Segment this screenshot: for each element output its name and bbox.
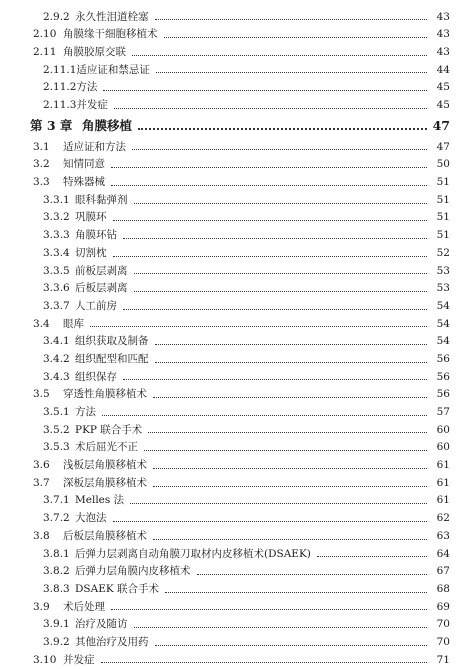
dot-leader bbox=[132, 45, 427, 56]
toc-entry-number: 3.3.6 bbox=[43, 282, 70, 295]
toc-entry-row[interactable] bbox=[0, 616, 472, 634]
toc-entry-row[interactable] bbox=[0, 633, 472, 651]
toc-entry-page-number: 63 bbox=[436, 529, 450, 542]
toc-entry-row[interactable] bbox=[0, 43, 472, 61]
toc-entry-row[interactable] bbox=[0, 421, 472, 439]
dot-leader bbox=[155, 334, 428, 345]
dot-leader bbox=[103, 80, 427, 91]
toc-entry-number: 3.7.2 bbox=[43, 512, 70, 525]
dot-leader bbox=[155, 9, 428, 20]
toc-entry-number: 2.11.3 bbox=[43, 99, 77, 112]
toc-entry-number: 3.8 bbox=[33, 529, 50, 542]
toc-entry-title: 角膜缘干细胞移植术 bbox=[63, 28, 158, 41]
toc-entry-number: 2.11 bbox=[33, 45, 57, 58]
toc-entry-row[interactable] bbox=[0, 580, 472, 598]
toc-entry-page-number: 47 bbox=[436, 140, 450, 153]
toc-entry-title: 组织获取及制备 bbox=[75, 335, 149, 348]
toc-entry-title: 适应证和方法 bbox=[63, 140, 126, 153]
dot-leader bbox=[155, 635, 428, 646]
toc-entry-number: 3.9.2 bbox=[43, 635, 70, 648]
toc-entry-number: 3.3.4 bbox=[43, 246, 70, 259]
toc-entry-row[interactable] bbox=[0, 563, 472, 581]
toc-entry-number: 3.7 bbox=[33, 476, 50, 489]
toc-entry-number: 3.2 bbox=[33, 158, 50, 171]
toc-entry-number: 2.10 bbox=[33, 28, 57, 41]
toc-entry-page-number: 43 bbox=[436, 45, 450, 58]
toc-entry-title: Melles 法 bbox=[75, 494, 125, 507]
toc-entry-title: 组织配型和匹配 bbox=[75, 352, 149, 365]
toc-entry-number: 2.11.1 bbox=[43, 63, 77, 76]
toc-entry-row[interactable] bbox=[0, 79, 472, 97]
toc-entry-title: 永久性泪道栓塞 bbox=[75, 10, 149, 23]
toc-entry-number: 3.8.2 bbox=[43, 565, 70, 578]
toc-entry-title: 后板层剥离 bbox=[75, 282, 128, 295]
toc-entry-title: 适应证和禁忌证 bbox=[76, 63, 150, 76]
toc-entry-title: 角膜移植 bbox=[82, 117, 133, 133]
toc-entry-number: 3.7.1 bbox=[43, 494, 70, 507]
toc-entry-title: 浅板层角膜移植术 bbox=[63, 459, 147, 472]
toc-entry-row[interactable] bbox=[0, 598, 472, 616]
toc-entry-row[interactable] bbox=[0, 333, 472, 351]
toc-entry-title: 术后处理 bbox=[63, 600, 105, 613]
toc-entry-row[interactable] bbox=[0, 474, 472, 492]
toc-entry-row[interactable] bbox=[0, 138, 472, 156]
toc-entry-page-number: 53 bbox=[436, 282, 450, 295]
toc-chapter-row[interactable] bbox=[0, 114, 472, 138]
dot-leader bbox=[132, 139, 427, 150]
toc-entry-row[interactable] bbox=[0, 191, 472, 209]
toc-entry-title: 穿透性角膜移植术 bbox=[63, 388, 147, 401]
toc-entry-row[interactable] bbox=[0, 209, 472, 227]
toc-entry-page-number: 68 bbox=[436, 582, 450, 595]
toc-entry-page-number: 62 bbox=[436, 512, 450, 525]
toc-entry-title: 其他治疗及用药 bbox=[75, 635, 149, 648]
toc-entry-page-number: 61 bbox=[436, 476, 450, 489]
toc-entry-row[interactable] bbox=[0, 545, 472, 563]
toc-entry-row[interactable] bbox=[0, 262, 472, 280]
toc-list bbox=[0, 8, 472, 669]
toc-entry-title: 前板层剥离 bbox=[75, 264, 128, 277]
toc-entry-title: 治疗及随访 bbox=[75, 618, 128, 631]
toc-entry-number: 3.3.1 bbox=[43, 193, 70, 206]
toc-entry-number: 3.6 bbox=[33, 459, 50, 472]
toc-entry-number: 3.5 bbox=[33, 388, 50, 401]
toc-entry-row[interactable] bbox=[0, 280, 472, 298]
toc-entry-number: 3.3 bbox=[33, 176, 50, 189]
toc-entry-title: 眼科黏弹剂 bbox=[75, 193, 128, 206]
toc-entry-title: 后弹力层剥离自动角膜刀取材内皮移植术(DSAEK) bbox=[75, 547, 311, 560]
dot-leader bbox=[101, 652, 428, 663]
toc-entry-number: 3.4.3 bbox=[43, 370, 70, 383]
dot-leader bbox=[123, 228, 427, 239]
toc-entry-row[interactable] bbox=[0, 96, 472, 114]
toc-entry-title: 深板层角膜移植术 bbox=[63, 476, 147, 489]
toc-entry-number: 3.5.3 bbox=[43, 441, 70, 454]
toc-entry-page-number: 61 bbox=[436, 459, 450, 472]
toc-entry-title: 并发症 bbox=[63, 653, 95, 666]
toc-entry-page-number: 52 bbox=[436, 246, 450, 259]
dot-leader bbox=[138, 118, 427, 130]
toc-entry-title: 特殊器械 bbox=[63, 176, 105, 189]
toc-entry-row[interactable] bbox=[0, 244, 472, 262]
toc-entry-number: 3.8.1 bbox=[43, 547, 70, 560]
toc-entry-row[interactable] bbox=[0, 8, 472, 26]
dot-leader bbox=[148, 422, 427, 433]
dot-leader bbox=[111, 599, 427, 610]
toc-entry-page-number: 51 bbox=[436, 176, 450, 189]
toc-entry-row[interactable] bbox=[0, 315, 472, 333]
toc-entry-row[interactable] bbox=[0, 439, 472, 457]
toc-entry-number: 3.10 bbox=[33, 653, 57, 666]
toc-entry-number: 3.4.2 bbox=[43, 352, 70, 365]
toc-entry-title: DSAEK 联合手术 bbox=[75, 582, 160, 595]
toc-entry-page-number: 60 bbox=[436, 423, 450, 436]
dot-leader bbox=[134, 263, 428, 274]
toc-entry-title: 角膜胶原交联 bbox=[63, 45, 126, 58]
table-of-contents bbox=[0, 8, 472, 669]
toc-entry-number: 3.9.1 bbox=[43, 618, 70, 631]
dot-leader bbox=[130, 493, 427, 504]
dot-leader bbox=[134, 617, 428, 628]
dot-leader bbox=[153, 476, 427, 487]
toc-entry-title: 方法 bbox=[75, 406, 96, 419]
toc-entry-page-number: 54 bbox=[436, 335, 450, 348]
toc-entry-title: 后板层角膜移植术 bbox=[63, 529, 147, 542]
dot-leader bbox=[155, 352, 428, 363]
toc-entry-page-number: 61 bbox=[436, 494, 450, 507]
toc-entry-row[interactable] bbox=[0, 350, 472, 368]
toc-entry-row[interactable] bbox=[0, 492, 472, 510]
toc-entry-page-number: 56 bbox=[436, 388, 450, 401]
toc-entry-title: 知情同意 bbox=[63, 158, 105, 171]
dot-leader bbox=[90, 316, 427, 327]
toc-entry-title: 组织保存 bbox=[75, 370, 117, 383]
toc-entry-title: 角膜环钻 bbox=[75, 229, 117, 242]
toc-entry-number: 3.4.1 bbox=[43, 335, 70, 348]
toc-entry-number: 3.3.5 bbox=[43, 264, 70, 277]
toc-entry-page-number: 70 bbox=[436, 635, 450, 648]
toc-entry-page-number: 45 bbox=[436, 81, 450, 94]
toc-entry-row[interactable] bbox=[0, 386, 472, 404]
toc-entry-row[interactable] bbox=[0, 61, 472, 79]
toc-entry-page-number: 45 bbox=[436, 99, 450, 112]
toc-entry-title: 巩膜环 bbox=[75, 211, 107, 224]
toc-entry-page-number: 51 bbox=[436, 211, 450, 224]
dot-leader bbox=[134, 281, 428, 292]
dot-leader bbox=[114, 98, 427, 109]
toc-entry-title: 人工前房 bbox=[75, 299, 117, 312]
toc-entry-title: 大泡法 bbox=[75, 512, 107, 525]
toc-entry-page-number: 70 bbox=[436, 618, 450, 631]
dot-leader bbox=[317, 546, 427, 557]
toc-entry-number: 3.3.3 bbox=[43, 229, 70, 242]
toc-entry-row[interactable] bbox=[0, 174, 472, 192]
toc-entry-page-number: 69 bbox=[436, 600, 450, 613]
dot-leader bbox=[164, 27, 428, 38]
dot-leader bbox=[153, 529, 427, 540]
toc-entry-number: 3.1 bbox=[33, 140, 50, 153]
toc-entry-page-number: 67 bbox=[436, 565, 450, 578]
toc-entry-page-number: 57 bbox=[436, 406, 450, 419]
toc-entry-row[interactable] bbox=[0, 156, 472, 174]
toc-entry-row[interactable] bbox=[0, 527, 472, 545]
toc-entry-page-number: 56 bbox=[436, 370, 450, 383]
toc-entry-page-number: 71 bbox=[436, 653, 450, 666]
toc-entry-number: 3.3.2 bbox=[43, 211, 70, 224]
toc-entry-number: 第 3 章 bbox=[30, 117, 73, 133]
toc-entry-title: 眼库 bbox=[63, 317, 84, 330]
toc-entry-page-number: 43 bbox=[436, 10, 450, 23]
toc-entry-page-number: 54 bbox=[436, 299, 450, 312]
toc-entry-row[interactable] bbox=[0, 403, 472, 421]
toc-entry-title: 并发症 bbox=[76, 99, 108, 112]
dot-leader bbox=[123, 369, 427, 380]
toc-entry-page-number: 50 bbox=[436, 158, 450, 171]
toc-entry-page-number: 60 bbox=[436, 441, 450, 454]
toc-entry-row[interactable] bbox=[0, 457, 472, 475]
toc-entry-page-number: 43 bbox=[436, 28, 450, 41]
toc-entry-row[interactable] bbox=[0, 510, 472, 528]
dot-leader bbox=[123, 299, 427, 310]
toc-entry-page-number: 54 bbox=[436, 317, 450, 330]
toc-entry-number: 3.5.2 bbox=[43, 423, 70, 436]
dot-leader bbox=[113, 246, 428, 257]
toc-entry-page-number: 64 bbox=[436, 547, 450, 560]
toc-entry-title: PKP 联合手术 bbox=[75, 423, 143, 436]
toc-entry-title: 方法 bbox=[76, 81, 98, 94]
toc-entry-number: 3.8.3 bbox=[43, 582, 70, 595]
toc-entry-row[interactable] bbox=[0, 227, 472, 245]
dot-leader bbox=[113, 210, 428, 221]
toc-entry-row[interactable] bbox=[0, 26, 472, 44]
toc-entry-title: 术后屈光不正 bbox=[75, 441, 138, 454]
toc-entry-page-number: 53 bbox=[436, 264, 450, 277]
toc-entry-number: 3.9 bbox=[33, 600, 50, 613]
toc-entry-row[interactable] bbox=[0, 651, 472, 669]
dot-leader bbox=[102, 405, 427, 416]
dot-leader bbox=[153, 387, 427, 398]
dot-leader bbox=[153, 458, 427, 469]
dot-leader bbox=[197, 564, 428, 575]
dot-leader bbox=[144, 440, 427, 451]
toc-entry-page-number: 51 bbox=[436, 193, 450, 206]
dot-leader bbox=[156, 62, 427, 73]
dot-leader bbox=[134, 193, 428, 204]
toc-entry-page-number: 44 bbox=[436, 63, 450, 76]
dot-leader bbox=[111, 175, 427, 186]
dot-leader bbox=[165, 582, 427, 593]
toc-entry-title: 切割枕 bbox=[75, 246, 107, 259]
toc-entry-number: 3.3.7 bbox=[43, 299, 70, 312]
toc-entry-number: 2.11.2 bbox=[43, 81, 77, 94]
dot-leader bbox=[111, 157, 427, 168]
toc-entry-number: 3.5.1 bbox=[43, 406, 70, 419]
toc-entry-title: 后弹力层角膜内皮移植术 bbox=[75, 565, 191, 578]
toc-entry-number: 2.9.2 bbox=[43, 10, 70, 23]
toc-entry-page-number: 56 bbox=[436, 352, 450, 365]
toc-entry-row[interactable] bbox=[0, 297, 472, 315]
toc-entry-number: 3.4 bbox=[33, 317, 50, 330]
toc-entry-row[interactable] bbox=[0, 368, 472, 386]
toc-entry-page-number: 47 bbox=[432, 117, 450, 133]
toc-entry-page-number: 51 bbox=[436, 229, 450, 242]
dot-leader bbox=[113, 511, 428, 522]
